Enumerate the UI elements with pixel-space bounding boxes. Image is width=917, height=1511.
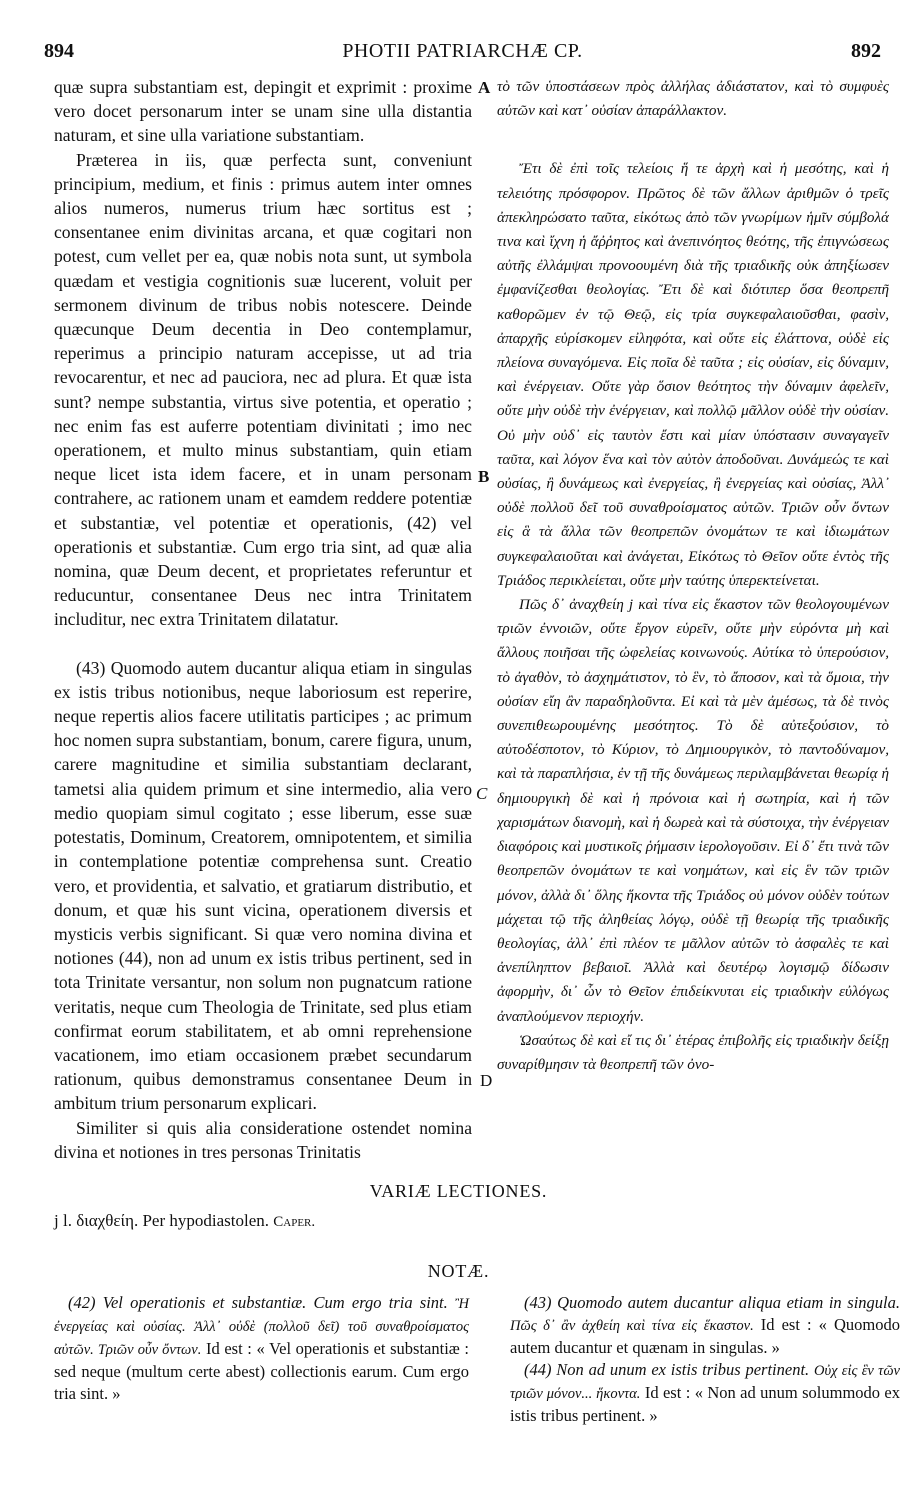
greek-column: [497, 75, 889, 1077]
greek-paragraph-4: Ὡσαύτως δὲ καὶ εἴ τις δι᾽ ἑτέρας ἐπιβολῆς εἰς τριαδικὴν δείξῃ συναρίθμησιν τὰ θεοπρεπῆ τῶν ὀνο-: [497, 1031, 889, 1073]
greek-paragraph-3: Πῶς δ᾽ ἀναχθείη j καὶ τίνα εἰς ἕκαστον τῶν θεολογουμένων τριῶν ἐννοιῶν, οὔτε ἔργον εὑρεῖν, οὔτε μὴν εὑρόντα μὴ καὶ ἄλλους ποιῆσαι τῆς ὠφελείας κοινωνούς. Αὐτίκα τὸ ὑπερούσιον, τὸ ἀγαθὸν, τὸ ἀσχημάτιστον, τὸ ἓν, τὸ ἄποσον, καὶ τὰ ὅμοια, τὴν οὐσίαν εἴη ἂν παραδηλοῦντα. Εἰ καὶ τὰ μὲν ἀμέσως, τὰ δὲ τινὸς συνεπιθεωρουμένης μεσότητος. Τὸ δὲ αὐτεξούσιον, τὸ αὐτοδέσποτον, τὸ Κύριον, τὸ Δημιουργικὸν, τὸ παντοδύναμον, καὶ τὰ παραπλήσια, ἐν τῇ τῆς δυνάμεως περιλαμβάνεται θεωρίᾳ ἡ δημιουργικὴ δὲ καὶ ἡ πρόνοια καὶ ἡ σωτηρία, καὶ ἡ τῶν χαρισμάτων διανομὴ, καὶ ἡ δωρεὰ καὶ τὰ σύστοιχα, τὴν ἐνέργειαν διαφόροις καὶ μυστικοῖς ῥήμασιν ἱερολογοῦσιν. Εἰ δ᾽ ἔτι τινὰ τῶν θεοπρεπῶν ὀνομάτων τε καὶ νοημάτων, καὶ εἰς ἓν τῶν τριῶν μόνον, ἀλλὰ δι᾽ ὅλης ἥκοντα τῆς Τριάδος οὐ μόνον οὐδὲν τούτων μάχεται τῷ τῆς ἀληθείας λόγῳ, οὐδὲ τῇ θεωρίᾳ τῆς τριαδικῆς θεολογίας, ἀλλ᾽ ἐπὶ πλέον τε μᾶλλον αὐτῶν τὸ ἀσφαλὲς τε καὶ ἀνεπίληπτον βεβαιοῖ. Ἀλλὰ καὶ δευτέρῳ λογισμῷ δίδωσιν ἀφορμὴν, δι᾽ ὧν τὸ Θεῖον ἐπιδείκνυται εἰς τριαδικὴν εὐλόγως ἀναπλούμενον περιοχήν.: [497, 596, 889, 1025]
greek-paragraph-1: τὸ τῶν ὑποστάσεων πρὸς ἀλλήλας ἀδιάστατον, καὶ τὸ συμφυὲς αὐτῶν καὶ κατ᾽ οὐσίαν ἀπαράλλακτον.: [497, 78, 889, 120]
latin-paragraph-2: Præterea in iis, quæ perfecta sunt, conveniunt principium, medium, et finis : primus autem inter omnes alios numeros, numerus trium hæc sortitus est ; consentanee enim divinitas arcana, et quæ cogitari non potest, cum vellet per ea, quæ nobis nota sunt, ut symbola quædam et vestigia cognitionis suæ lucerent, voluit per sermonem divinum de tribus nobis notescere. Deinde quæcunque Deum decentia in Deo contemplamur, reperimus a principio naturam accepisse, ut ad tria revocarentur, et nec ad pauciora, nec ad plura. Et quæ ista sunt? nempe substantia, virtus sive potentia, et operatio ; nec enim fas est auferre potentiam divinitati ; imo nec operationem, et multo minus substantiam, quin etiam neque licet ista idem facere, et in unam personam contrahere, ac rationem unam et eamdem reddere potentiæ et substantiæ, vel potentiæ et operationis, (42) vel operationis et substantiæ. Cum ergo tria sint, ad quæ alia nomina, quæ Deum decent, et proprietates referuntur et reducuntur, consentanee Deus nec intra Trinitatem includitur, nec extra Trinitatem dilatatur.: [54, 149, 472, 630]
note-44-greek: Οὐχ εἰς ἓν τῶν τριῶν μόνον... ἥκοντα.: [510, 1363, 900, 1402]
latin-column: [54, 75, 472, 1164]
page-number-right: 892: [851, 40, 881, 62]
note-43: [510, 1292, 900, 1359]
running-title: PHOTII PATRIARCHÆ CP.: [342, 40, 583, 62]
variae-lectiones-heading: VARIÆ LECTIONES.: [369, 1181, 548, 1201]
variae-caper: Caper.: [273, 1214, 316, 1230]
note-42: [54, 1292, 469, 1405]
note-42-head: (42) Vel operationis et substantiæ. Cum ergo tria sint.: [68, 1293, 448, 1312]
note-44-head: (44) Non ad unum ex istis tribus pertinent.: [524, 1360, 810, 1379]
margin-marker-c: C: [476, 784, 488, 803]
note-43-head: (43) Quomodo autem ducantur aliqua etiam in singula.: [524, 1293, 900, 1312]
notes-left-column: [54, 1292, 469, 1405]
page-number-left: 894: [44, 40, 74, 62]
note-42-body: Id est : « Vel operationis et substantiæ : sed neque (multum certe abest) collectionis earum. Cum ergo tria sint. »: [54, 1339, 470, 1403]
margin-marker-a: A: [478, 78, 491, 97]
notes-right-column: [510, 1292, 900, 1427]
latin-paragraph-4: Similiter si quis alia consideratione ostendet nomina divina et notiones in tres personas Trinitatis: [54, 1117, 472, 1162]
latin-paragraph-3: (43) Quomodo autem ducantur aliqua etiam in singulas ex istis tribus notionibus, neque laboriosum est reperire, neque repertis alios facere utilitatis participes ; ac primum hoc nomen supra substantiam, bonum, carere figura, unum, carere magnitudine et similia substantiam declarant, tametsi alia quidem primum et sine intermedio, alia vero medio quopiam simul cogitato ; esse liberum, esse suæ potestatis, Dominum, Creatorem, omnipotentem, et similia in contemplatione potentiæ comprehensa sunt. Creatio vero, et providentia, et salvatio, et gratiarum distributio, et donum, et quæ his sunt vicina, operationem diversis et mysticis verbis significant. Si quæ vero nomina divina et notiones (44), non ad unum ex istis tribus pertinent, sed in tota Trinitate versantur, non solum non pugnatcum ratione veritatis, neque cum Theologia de Trinitate, sed plus etiam confirmat eorum stabilitatem, et ab omni reprehensione vacationem, imo etiam occasionem præbet secundarum rationum, quibus demonstramus consentanee Deum in ambitum trium personarum explicari.: [54, 657, 472, 1114]
note-44: [510, 1359, 900, 1427]
note-43-body: Id est : « Quomodo autem ducantur et quænam in singulas. »: [510, 1315, 900, 1357]
notae-heading: NOTÆ.: [427, 1261, 490, 1281]
greek-paragraph-2: Ἔτι δὲ ἐπὶ τοῖς τελείοις ἥ τε ἀρχὴ καὶ ἡ μεσότης, καὶ ἡ τελειότης πρόσφορον. Πρῶτος δὲ τῶν ἄλλων ἀριθμῶν ὁ τρεῖς ἀπεκληρώσατο ταῦτα, εἰκότως ἀπὸ τῶν γνωρίμων ἡμῖν σύμβολά τινα καὶ ἴχνη ἡ ἄῤῥητος καὶ ἀνεπινόητος θεότης, τῆς ἐπιγνώσεως αὐτῆς ἐλλάμψαι προνοουμένη διὰ τῆς τριαδικῆς οὐκ ἀπηξίωσεν ἐμφανίζεσθαι θεολογίας. Ἔτι δὲ καὶ διότιπερ ὅσα θεοπρεπῆ καθορῶμεν ἐν τῷ Θεῷ, εἰς τρία συγκεφαλαιοῦσθαι, φασὶν, ἀπαρχῆς εὑρίσκομεν εἰληφότα, καὶ οὔτε εἰς ἐλάττονα, οὐδὲ εἰς πλείονα συναγόμενα. Εἰς ποῖα δὲ ταῦτα ; εἰς οὐσίαν, εἰς δύναμιν, καὶ ἐνέργειαν. Οὔτε γὰρ ὅσιον θεότητος τὴν δύναμιν ἀφελεῖν, οὔτε μὴν οὐδὲ τὴν ἐνέργειαν, καὶ πολλῷ μᾶλλον οὐδὲ τὴν οὐσίαν. Οὐ μὴν οὐδ᾽ εἰς ταυτὸν ἔστι καὶ μίαν ὑπόστασιν συναγαγεῖν ταῦτα, καὶ λόγον ἕνα καὶ τὸν αὐτὸν ἀποδοῦναι. Δυνάμεώς τε καὶ οὐσίας, ἢ δυνάμεως καὶ ἐνεργείας, ἢ ἐνεργείας καὶ οὐσίας, Ἀλλ᾽ οὐδὲ πολλοῦ δεῖ τοῦ συναθροίσματος αὐτῶν. Τριῶν οὖν ὄντων εἰς ἃ τὰ ἄλλα τῶν θεοπρεπῶν ὀνομάτων τε καὶ ἰδιωμάτων συγκεφαλαιοῦται καὶ ἀνάγεται, Εἰκότως τὸ Θεῖον οὔτε ἐντὸς τῆς Τριάδος περικλείεται, οὔτε μὴν ταύτης ὑπερεκτείνεται.: [497, 160, 889, 589]
note-43-greek: Πῶς δ᾽ ἂν ἀχθείη καὶ τίνα εἰς ἕκαστον.: [510, 1318, 754, 1334]
note-44-body: Id est : « Non ad unum solummodo ex istis tribus pertinent. »: [510, 1383, 900, 1425]
variae-lectiones-entry: [54, 1211, 894, 1231]
variae-text: j l. διαχθείη. Per hypodiastolen.: [54, 1211, 270, 1230]
margin-marker-b: B: [478, 467, 490, 486]
margin-marker-d: D: [480, 1071, 493, 1090]
page-header: [44, 40, 881, 70]
note-42-greek: Ἢ ἐνεργείας καὶ οὐσίας. Ἀλλ᾽ οὐδὲ (πολλοῦ δεῖ) τοῦ συναθροίσματος αὐτῶν. Τριῶν οὖν ὄντων.: [54, 1296, 469, 1358]
latin-paragraph-1: quæ supra substantiam est, depingit et exprimit : proxime vero docet personarum inter se unam sine ulla distantia naturam, et sine ulla variatione substantiam.: [54, 77, 472, 146]
